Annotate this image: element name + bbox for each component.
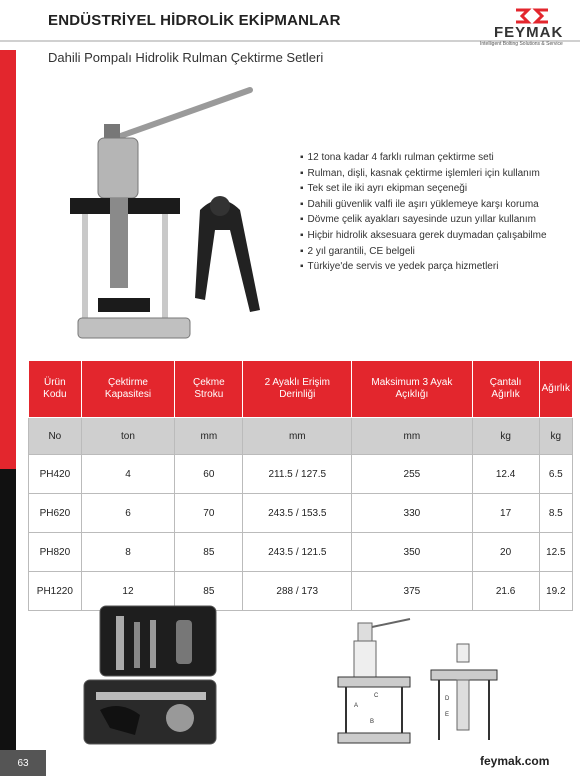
table-cell: 6.5 (539, 455, 572, 494)
table-cell: 12.5 (539, 533, 572, 572)
feature-list (300, 150, 547, 275)
table-row (29, 455, 573, 494)
feature-item: ▪ Hiçbir hidrolik aksesuara gerek duymadan çalışabilme (300, 228, 547, 244)
col-header-product-code: Ürün Kodu (29, 361, 82, 418)
col-header-stroke: Çekme Stroku (175, 361, 243, 418)
technical-diagram-two-leg (330, 615, 430, 750)
feature-item: ▪ Rulman, dişli, kasnak çektirme işlemleri için kullanım (300, 166, 547, 182)
hydraulic-puller-image (60, 80, 280, 350)
table-cell: 8.5 (539, 494, 572, 533)
table-cell: 12 (81, 572, 175, 611)
col-header-weight: Ağırlık (539, 361, 572, 418)
table-cell: PH820 (29, 533, 82, 572)
table-cell: 60 (175, 455, 243, 494)
unit-cell: mm (243, 418, 352, 455)
table-cell: 85 (175, 572, 243, 611)
brand-logo (476, 6, 576, 50)
spec-table-header (29, 361, 573, 418)
page-header-title: ENDÜSTRİYEL HİDROLİK EKİPMANLAR (48, 12, 341, 29)
unit-cell: kg (472, 418, 539, 455)
table-cell: 255 (352, 455, 472, 494)
feature-item: ▪ 2 yıl garantili, CE belgeli (300, 244, 547, 260)
table-cell: 211.5 / 127.5 (243, 455, 352, 494)
unit-cell: mm (352, 418, 472, 455)
table-cell: 243.5 / 121.5 (243, 533, 352, 572)
feature-item: ▪ Türkiye'de servis ve yedek parça hizmetleri (300, 259, 547, 275)
table-cell: 288 / 173 (243, 572, 352, 611)
diagram-label: B (370, 719, 375, 725)
table-cell: 19.2 (539, 572, 572, 611)
table-cell: PH1220 (29, 572, 82, 611)
col-header-max-spread: Maksimum 3 Ayak Açıklığı (352, 361, 472, 418)
tool-case-image (80, 600, 220, 750)
unit-cell: ton (81, 418, 175, 455)
feature-item: ▪ 12 tona kadar 4 farklı rulman çektirme seti (300, 150, 547, 166)
website-link[interactable]: feymak.com (480, 754, 550, 768)
unit-cell: kg (539, 418, 572, 455)
brand-name: FEYMAK (494, 24, 564, 41)
table-cell: 70 (175, 494, 243, 533)
page-number: 63 (0, 750, 46, 776)
spec-table (28, 360, 573, 611)
feature-item: ▪ Dövme çelik ayakları sayesinde uzun yıllar kullanım (300, 212, 547, 228)
col-header-reach-depth: 2 Ayaklı Erişim Derinliği (243, 361, 352, 418)
table-cell: 8 (81, 533, 175, 572)
section-subtitle: Dahili Pompalı Hidrolik Rulman Çektirme Setleri (48, 50, 324, 65)
col-header-case-weight: Çantalı Ağırlık (472, 361, 539, 418)
unit-cell: mm (175, 418, 243, 455)
table-cell: 243.5 / 153.5 (243, 494, 352, 533)
technical-diagram-three-leg (425, 640, 505, 750)
table-cell: 12.4 (472, 455, 539, 494)
table-cell: PH620 (29, 494, 82, 533)
col-header-capacity: Çektirme Kapasitesi (81, 361, 175, 418)
units-row (29, 418, 573, 455)
table-cell: 21.6 (472, 572, 539, 611)
brand-tagline: Intelligent Bolting Solutions & Service (480, 41, 563, 47)
feymak-logo-mark-icon (512, 6, 552, 26)
feature-item: ▪ Dahili güvenlik valfi ile aşırı yüklemeye karşı koruma (300, 197, 547, 213)
table-cell: 17 (472, 494, 539, 533)
table-cell: 330 (352, 494, 472, 533)
table-cell: 6 (81, 494, 175, 533)
table-row (29, 494, 573, 533)
diagram-label: A (354, 703, 359, 709)
side-accent-bar (0, 50, 16, 772)
unit-cell: No (29, 418, 82, 455)
diagram-label: C (374, 693, 379, 699)
table-cell: 20 (472, 533, 539, 572)
table-cell: 4 (81, 455, 175, 494)
table-cell: 375 (352, 572, 472, 611)
diagram-label: E (445, 712, 450, 718)
diagram-label: D (445, 696, 450, 702)
table-cell: PH420 (29, 455, 82, 494)
table-row (29, 533, 573, 572)
feature-item: ▪ Tek set ile iki ayrı ekipman seçeneği (300, 181, 547, 197)
table-cell: 350 (352, 533, 472, 572)
table-cell: 85 (175, 533, 243, 572)
